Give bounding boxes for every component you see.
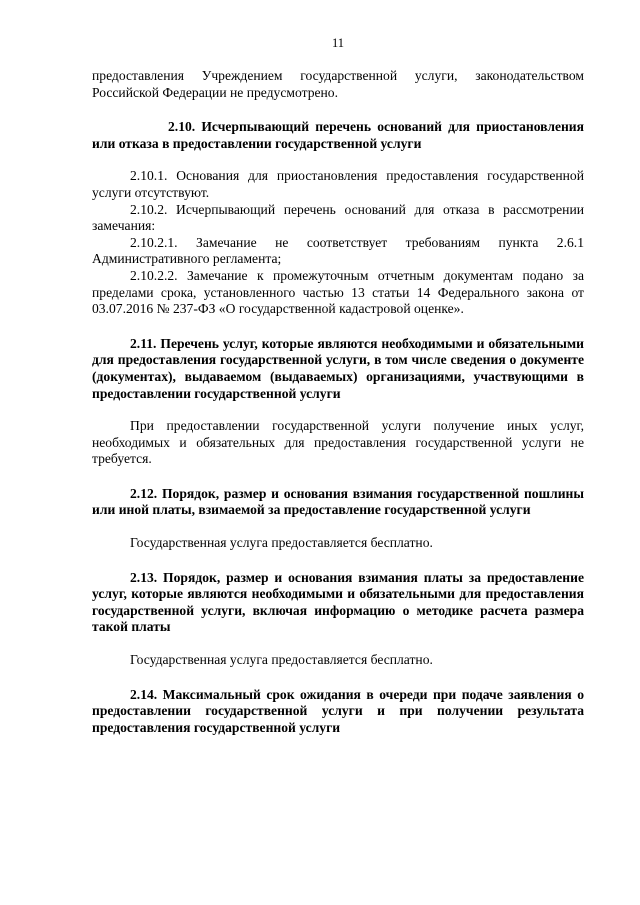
section-2-11-paragraph: При предоставлении государственной услуги получение иных услуг, необходимых и обязательных для предоставления государственной услуги не требуется.	[92, 418, 584, 467]
section-2-10-heading	[92, 119, 584, 152]
section-2-13-heading: 2.13. Порядок, размер и основания взимания платы за предоставление услуг, которые являются необходимыми и обязательными для предоставления государственной услуги, включая информацию о методике расчета размера такой платы	[92, 569, 584, 635]
section-2-10-paragraph-1: 2.10.1. Основания для приостановления предоставления государственной услуги отсутствуют.	[92, 168, 584, 200]
section-2-10-title: Исчерпывающий перечень оснований для приостановления или отказа в предоставлении государственной услуги	[92, 119, 584, 151]
section-2-12-paragraph: Государственная услуга предоставляется бесплатно.	[130, 535, 433, 551]
section-2-14-heading: 2.14. Максимальный срок ожидания в очереди при подаче заявления о предоставлении государственной услуги и при получении результата предоставления государственной услуги	[92, 686, 584, 735]
section-2-10-paragraph-4: 2.10.2.2. Замечание к промежуточным отчетным документам подано за пределами срока, установленного частью 13 статьи 14 Федерального закона от 03.07.2016 № 237-ФЗ «О государственной кадастровой оценке».	[92, 267, 584, 317]
intro-paragraph: предоставления Учреждением государственной услуги, законодательством Российской Федерации не предусмотрено.	[92, 68, 584, 100]
section-2-13-paragraph: Государственная услуга предоставляется бесплатно.	[130, 652, 433, 668]
section-2-10-number: 2.10.	[168, 119, 196, 135]
section-2-11-heading: 2.11. Перечень услуг, которые являются необходимыми и обязательными для предоставления государственной услуги, в том числе сведения о документе (документах), выдаваемом (выдаваемых) организациями, участвующими в предоставлении государственной услуги	[92, 335, 584, 401]
section-2-10-paragraph-2: 2.10.2. Исчерпывающий перечень оснований для отказа в рассмотрении замечания:	[92, 201, 584, 234]
page-number: 11	[331, 36, 345, 50]
section-2-12-heading: 2.12. Порядок, размер и основания взимания государственной пошлины или иной платы, взимаемой за предоставление государственной услуги	[92, 485, 584, 518]
section-2-10-paragraph-3: 2.10.2.1. Замечание не соответствует требованиям пункта 2.6.1 Административного регламента;	[92, 234, 584, 267]
